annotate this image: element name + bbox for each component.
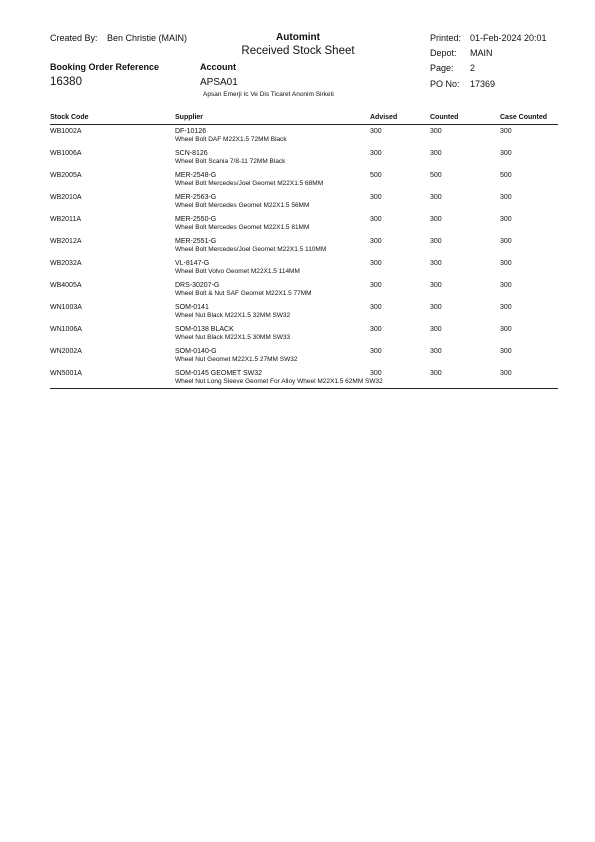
row-counted: 300 <box>430 326 442 333</box>
row-description: Wheel Nut Black M22X1.5 30MM SW33 <box>175 334 291 341</box>
row-counted: 300 <box>430 260 442 267</box>
row-counted: 300 <box>430 282 442 289</box>
row-advised: 300 <box>370 260 382 267</box>
row-description: Wheel Bolt & Nut SAF Geomet M22X1.5 77MM <box>175 290 312 297</box>
page-label: Page: <box>430 63 454 73</box>
row-description: Wheel Bolt Mercedes Geomet M22X1.5 56MM <box>175 202 310 209</box>
row-advised: 300 <box>370 194 382 201</box>
row-advised: 500 <box>370 172 382 179</box>
row-counted: 300 <box>430 150 442 157</box>
row-case-counted: 300 <box>500 238 512 245</box>
booking-ref-label: Booking Order Reference <box>50 62 160 72</box>
po-label: PO No: <box>430 79 460 89</box>
table-row <box>0 326 595 348</box>
row-advised: 300 <box>370 304 382 311</box>
row-supplier-code: SOM-0145 GEOMET SW32 <box>175 370 263 377</box>
row-supplier-code: SOM-0141 <box>175 304 209 311</box>
row-supplier-code: MER-2548-G <box>175 172 217 179</box>
row-advised: 300 <box>370 128 382 135</box>
col-counted: Counted <box>430 114 459 121</box>
row-supplier-code: MER-2550-G <box>175 216 217 223</box>
row-stock-code: WN1003A <box>50 304 82 311</box>
table-bottom-rule <box>50 388 558 389</box>
row-counted: 500 <box>430 172 442 179</box>
row-counted: 300 <box>430 348 442 355</box>
row-stock-code: WB4005A <box>50 282 82 289</box>
row-advised: 300 <box>370 238 382 245</box>
page-value: 2 <box>470 63 476 73</box>
table-row <box>0 304 595 326</box>
row-counted: 300 <box>430 128 442 135</box>
row-stock-code: WB2032A <box>50 260 82 267</box>
printed-label: Printed: <box>430 33 462 43</box>
table-row <box>0 216 595 238</box>
row-case-counted: 300 <box>500 216 512 223</box>
row-supplier-code: SCN-8126 <box>175 150 208 157</box>
table-row <box>0 150 595 172</box>
row-advised: 300 <box>370 326 382 333</box>
table-row <box>0 260 595 282</box>
row-case-counted: 300 <box>500 128 512 135</box>
row-case-counted: 300 <box>500 304 512 311</box>
row-description: Wheel Bolt Volvo Geomet M22X1.5 114MM <box>175 268 300 275</box>
row-supplier-code: MER-2563-G <box>175 194 217 201</box>
row-description: Wheel Bolt DAF M22X1.5 72MM Black <box>175 136 287 143</box>
row-stock-code: WB1006A <box>50 150 82 157</box>
row-advised: 300 <box>370 348 382 355</box>
table-row <box>0 348 595 370</box>
po-value: 17369 <box>470 79 496 89</box>
row-description: Wheel Bolt Mercedes/Joel Geomet M22X1.5 68MM <box>175 180 324 187</box>
row-supplier-code: VL-8147-G <box>175 260 210 267</box>
row-stock-code: WB2005A <box>50 172 82 179</box>
row-stock-code: WN1006A <box>50 326 82 333</box>
col-supplier: Supplier <box>175 114 204 121</box>
depot-label: Depot: <box>430 48 457 58</box>
row-case-counted: 300 <box>500 348 512 355</box>
table-row <box>0 128 595 150</box>
row-stock-code: WB1002A <box>50 128 82 135</box>
row-advised: 300 <box>370 370 382 377</box>
row-case-counted: 300 <box>500 326 512 333</box>
row-description: Wheel Nut Long Sleeve Geomet For Alloy Wheel M22X1.5 62MM SW32 <box>175 378 383 385</box>
row-stock-code: WB2011A <box>50 216 81 223</box>
row-advised: 300 <box>370 216 382 223</box>
row-case-counted: 300 <box>500 194 512 201</box>
table-row <box>0 282 595 304</box>
row-supplier-code: SOM-0138 BLACK <box>175 326 234 333</box>
sheet-title: Received Stock Sheet <box>241 45 355 57</box>
row-description: Wheel Bolt Mercedes Geomet M22X1.5 81MM <box>175 224 310 231</box>
booking-ref-value: 16380 <box>50 76 82 88</box>
row-description: Wheel Nut Geomet M22X1.5 27MM SW32 <box>175 356 298 363</box>
row-stock-code: WB2010A <box>50 194 82 201</box>
row-advised: 300 <box>370 282 382 289</box>
account-name: Apsan Emerji Ic Ve Dis Ticaret Anonim Sirketi <box>203 91 334 98</box>
row-counted: 300 <box>430 370 442 377</box>
created-by-value: Ben Christie (MAIN) <box>107 33 188 43</box>
row-advised: 300 <box>370 150 382 157</box>
row-description: Wheel Bolt Scania 7/8-11 72MM Black <box>175 158 286 165</box>
row-description: Wheel Bolt Mercedes/Joel Geomet M22X1.5 110MM <box>175 246 327 253</box>
row-counted: 300 <box>430 238 442 245</box>
row-case-counted: 300 <box>500 282 512 289</box>
row-case-counted: 300 <box>500 370 512 377</box>
header-rule <box>50 124 558 125</box>
created-by-label: Created By: <box>50 33 98 43</box>
row-case-counted: 300 <box>500 260 512 267</box>
col-advised: Advised <box>370 114 398 121</box>
row-counted: 300 <box>430 216 442 223</box>
row-case-counted: 300 <box>500 150 512 157</box>
row-counted: 300 <box>430 304 442 311</box>
row-stock-code: WN2002A <box>50 348 82 355</box>
row-counted: 300 <box>430 194 442 201</box>
col-case-counted: Case Counted <box>500 114 548 121</box>
col-stock-code: Stock Code <box>50 114 89 121</box>
row-stock-code: WN5001A <box>50 370 82 377</box>
table-row <box>0 194 595 216</box>
account-label: Account <box>200 62 236 72</box>
row-supplier-code: DF-10126 <box>175 128 207 135</box>
table-row <box>0 172 595 194</box>
depot-value: MAIN <box>470 48 493 58</box>
company-name: Automint <box>276 32 320 43</box>
row-supplier-code: SOM-0140-G <box>175 348 217 355</box>
row-supplier-code: DRS-30207-G <box>175 282 220 289</box>
row-description: Wheel Nut Black M22X1.5 32MM SW32 <box>175 312 291 319</box>
row-supplier-code: MER-2551-G <box>175 238 217 245</box>
row-stock-code: WB2012A <box>50 238 82 245</box>
printed-value: 01-Feb-2024 20:01 <box>470 33 547 43</box>
account-code: APSA01 <box>200 77 238 88</box>
row-case-counted: 500 <box>500 172 512 179</box>
table-row <box>0 238 595 260</box>
